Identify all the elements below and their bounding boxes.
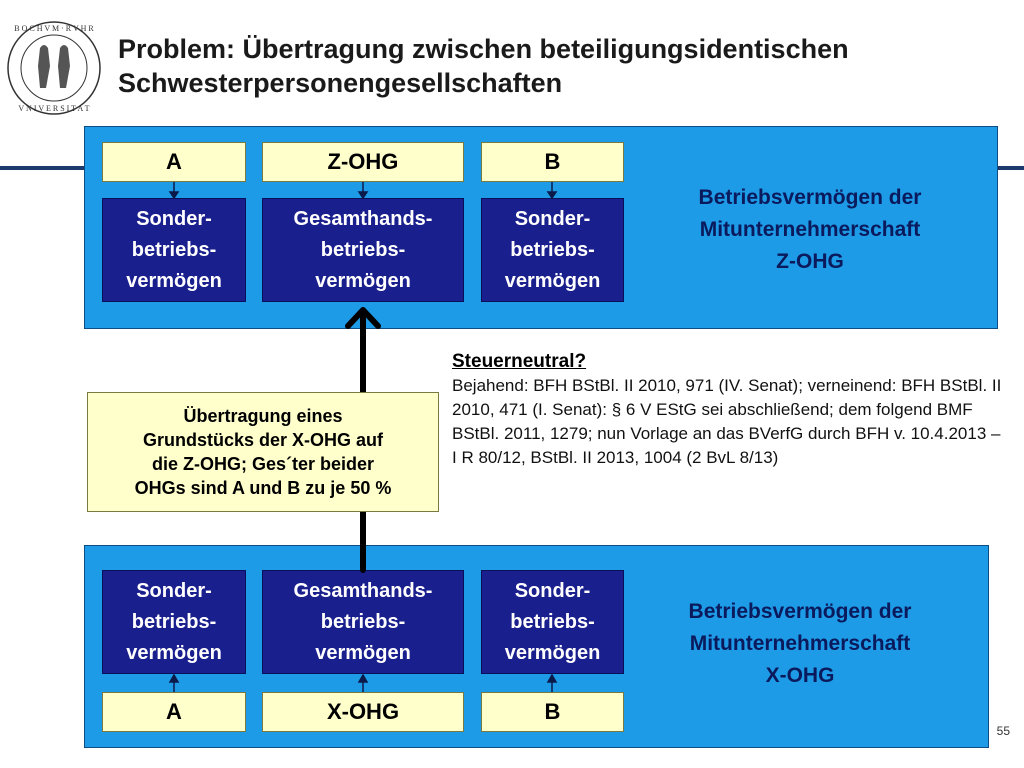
page-number: 55 — [996, 724, 1010, 738]
slide-title: Problem: Übertragung zwischen beteiligungsidentischen Schwesterpersonengesellschaften — [118, 34, 849, 98]
owner-box-a-top: A — [102, 142, 246, 182]
bottom-sonderbetriebsvermoegen-b: Sonder- betriebs- vermögen — [481, 570, 624, 674]
owner-box-a-bottom: A — [102, 692, 246, 732]
bottom-panel-label: Betriebsvermögen der Mitunternehmerschaft X-OHG — [688, 600, 912, 687]
owner-box-x-ohg: X-OHG — [262, 692, 464, 732]
ruling-heading: Steuerneutral? — [452, 351, 587, 372]
transfer-note: Übertragung eines Grundstücks der X-OHG auf die Z-OHG; Ges´ter beider OHGs sind A und B zu je 50 % — [87, 392, 439, 512]
owner-box-z-ohg: Z-OHG — [262, 142, 464, 182]
bottom-sonderbetriebsvermoegen-a: Sonder- betriebs- vermögen — [102, 570, 246, 674]
bottom-gesamthandsvermoegen: Gesamthands- betriebs- vermögen — [262, 570, 464, 674]
ruling-body: Bejahend: BFH BStBl. II 2010, 971 (IV. Senat); verneinend: BFH BStBl. II 2010, 471 (I. Senat): § 6 V EStG sei abschließend; dem folgend BMF BStBl. 2011, 1279; nun Vorlage an das BVerfG durch BFH v. 10.4.2013 – I R 80/12, BStBl. II 2013, 1004 (2 BvL 8/13) — [452, 376, 1002, 467]
ruling-text — [452, 350, 1008, 470]
owner-box-b-top: B — [481, 142, 624, 182]
top-gesamthandsvermoegen: Gesamthands- betriebs- vermögen — [262, 198, 464, 302]
top-sonderbetriebsvermoegen-a: Sonder- betriebs- vermögen — [102, 198, 246, 302]
svg-text:V N I V E R S I T A T: V N I V E R S I T A T — [18, 104, 90, 113]
owner-box-b-bottom: B — [481, 692, 624, 732]
top-sonderbetriebsvermoegen-b: Sonder- betriebs- vermögen — [481, 198, 624, 302]
svg-text:B O C H V M · R V H R: B O C H V M · R V H R — [14, 24, 94, 33]
top-panel-label: Betriebsvermögen der Mitunternehmerschaft Z-OHG — [698, 186, 922, 273]
